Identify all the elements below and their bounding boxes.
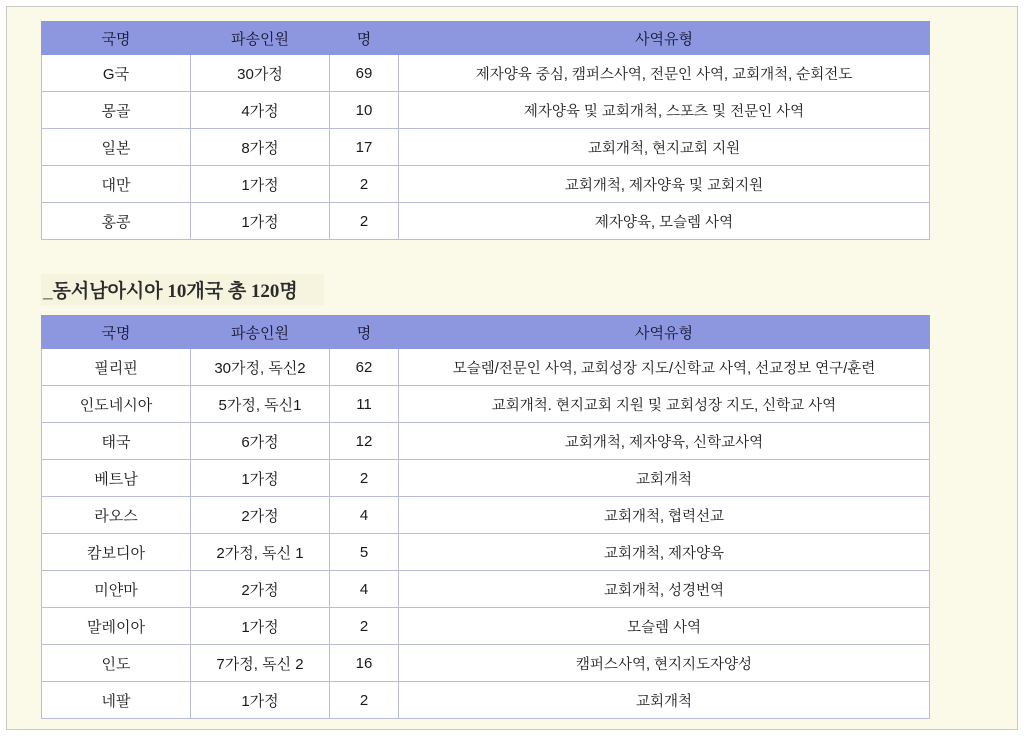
cell-country: 홍콩 <box>42 203 191 240</box>
column-header-country: 국명 <box>42 22 191 55</box>
cell-country: G국 <box>42 55 191 92</box>
table-header <box>42 316 930 349</box>
document-page <box>6 6 1018 730</box>
table-row <box>42 386 930 423</box>
cell-ministry-type: 교회개척, 제자양육 <box>399 534 930 571</box>
table-header <box>42 22 930 55</box>
column-header-count: 명 <box>330 22 399 55</box>
table-row <box>42 92 930 129</box>
cell-sent: 2가정 <box>191 571 330 608</box>
table-row <box>42 534 930 571</box>
cell-count: 17 <box>330 129 399 166</box>
column-header-sent: 파송인원 <box>191 22 330 55</box>
cell-sent: 1가정 <box>191 682 330 719</box>
table-row <box>42 682 930 719</box>
cell-count: 4 <box>330 571 399 608</box>
cell-count: 12 <box>330 423 399 460</box>
cell-count: 2 <box>330 682 399 719</box>
column-header-ministry-type: 사역유형 <box>399 316 930 349</box>
table-row <box>42 608 930 645</box>
section-heading-text: 동서남아시아 10개국 총 120명 <box>52 281 298 302</box>
cell-ministry-type: 제자양육 중심, 캠퍼스사역, 전문인 사역, 교회개척, 순회전도 <box>399 55 930 92</box>
document-content <box>41 21 933 719</box>
cell-ministry-type: 교회개척, 제자양육, 신학교사역 <box>399 423 930 460</box>
table-row <box>42 129 930 166</box>
table-header-row <box>42 22 930 55</box>
cell-sent: 6가정 <box>191 423 330 460</box>
table-row <box>42 497 930 534</box>
cell-count: 2 <box>330 608 399 645</box>
cell-count: 11 <box>330 386 399 423</box>
column-header-country: 국명 <box>42 316 191 349</box>
cell-count: 69 <box>330 55 399 92</box>
cell-ministry-type: 교회개척, 현지교회 지원 <box>399 129 930 166</box>
table-northeast-asia <box>41 21 930 240</box>
table-body <box>42 55 930 240</box>
cell-ministry-type: 캠퍼스사역, 현지지도자양성 <box>399 645 930 682</box>
cell-count: 5 <box>330 534 399 571</box>
cell-sent: 1가정 <box>191 608 330 645</box>
cell-count: 2 <box>330 460 399 497</box>
cell-count: 4 <box>330 497 399 534</box>
cell-sent: 5가정, 독신1 <box>191 386 330 423</box>
table-row <box>42 423 930 460</box>
section-heading-lead: _ <box>43 281 53 302</box>
table-row <box>42 203 930 240</box>
cell-country: 대만 <box>42 166 191 203</box>
table-row <box>42 460 930 497</box>
cell-sent: 4가정 <box>191 92 330 129</box>
cell-sent: 8가정 <box>191 129 330 166</box>
cell-country: 캄보디아 <box>42 534 191 571</box>
cell-ministry-type: 교회개척, 성경번역 <box>399 571 930 608</box>
cell-count: 10 <box>330 92 399 129</box>
cell-sent: 7가정, 독신 2 <box>191 645 330 682</box>
cell-ministry-type: 제자양육 및 교회개척, 스포츠 및 전문인 사역 <box>399 92 930 129</box>
cell-ministry-type: 교회개척, 협력선교 <box>399 497 930 534</box>
cell-ministry-type: 모슬렘 사역 <box>399 608 930 645</box>
cell-country: 필리핀 <box>42 349 191 386</box>
table-header-row <box>42 316 930 349</box>
table-body <box>42 349 930 719</box>
cell-sent: 1가정 <box>191 166 330 203</box>
table-southeast-south-asia <box>41 315 930 719</box>
column-header-sent: 파송인원 <box>191 316 330 349</box>
table-row <box>42 55 930 92</box>
cell-sent: 2가정, 독신 1 <box>191 534 330 571</box>
cell-sent: 30가정, 독신2 <box>191 349 330 386</box>
cell-sent: 1가정 <box>191 203 330 240</box>
cell-country: 태국 <box>42 423 191 460</box>
cell-count: 16 <box>330 645 399 682</box>
table-row <box>42 166 930 203</box>
cell-ministry-type: 교회개척. 현지교회 지원 및 교회성장 지도, 신학교 사역 <box>399 386 930 423</box>
cell-sent: 1가정 <box>191 460 330 497</box>
cell-sent: 2가정 <box>191 497 330 534</box>
cell-sent: 30가정 <box>191 55 330 92</box>
cell-country: 베트남 <box>42 460 191 497</box>
cell-country: 라오스 <box>42 497 191 534</box>
column-header-count: 명 <box>330 316 399 349</box>
cell-ministry-type: 제자양육, 모슬렘 사역 <box>399 203 930 240</box>
cell-count: 2 <box>330 203 399 240</box>
cell-country: 네팔 <box>42 682 191 719</box>
cell-count: 62 <box>330 349 399 386</box>
column-header-ministry-type: 사역유형 <box>399 22 930 55</box>
table-row <box>42 571 930 608</box>
cell-country: 일본 <box>42 129 191 166</box>
cell-country: 인도 <box>42 645 191 682</box>
cell-country: 몽골 <box>42 92 191 129</box>
cell-ministry-type: 교회개척 <box>399 460 930 497</box>
cell-ministry-type: 교회개척 <box>399 682 930 719</box>
cell-ministry-type: 모슬렘/전문인 사역, 교회성장 지도/신학교 사역, 선교정보 연구/훈련 <box>399 349 930 386</box>
cell-country: 인도네시아 <box>42 386 191 423</box>
cell-country: 미얀마 <box>42 571 191 608</box>
table-row <box>42 349 930 386</box>
section-heading <box>41 274 324 305</box>
cell-count: 2 <box>330 166 399 203</box>
cell-ministry-type: 교회개척, 제자양육 및 교회지원 <box>399 166 930 203</box>
cell-country: 말레이아 <box>42 608 191 645</box>
table-row <box>42 645 930 682</box>
